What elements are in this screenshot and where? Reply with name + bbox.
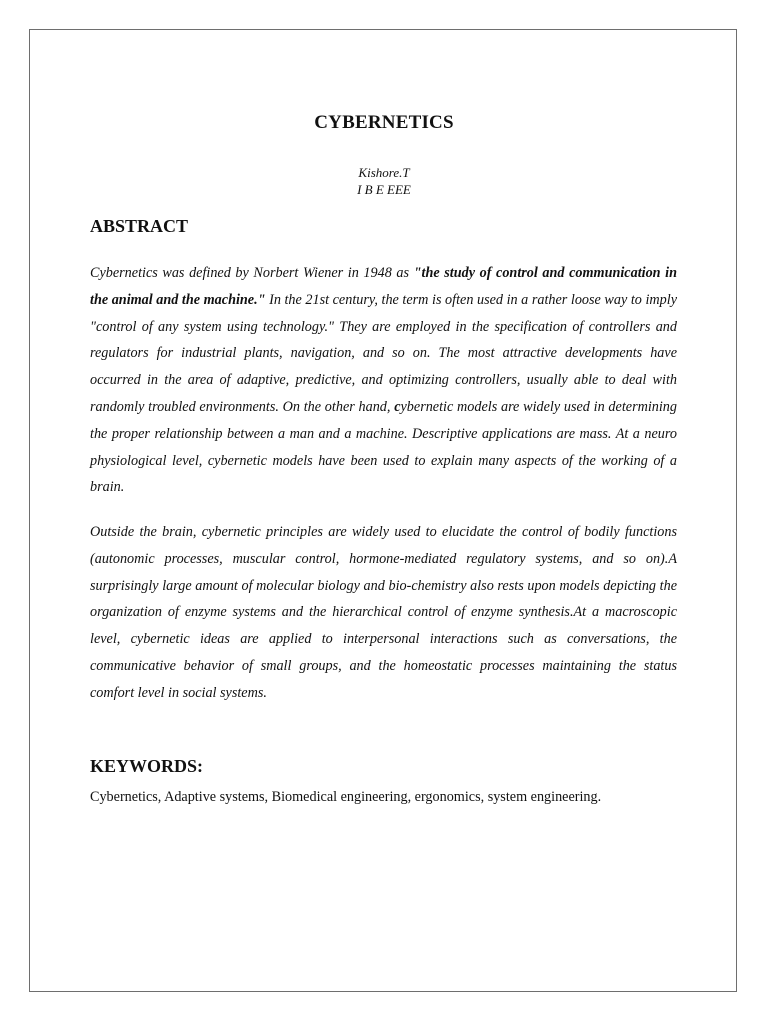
abstract-p1-bold-letter: c [394, 398, 401, 415]
author-name: Kishore.T [358, 165, 410, 180]
abstract-p1-tail: ybernetic models are widely used in determining the proper relationship between a man and a machine. Descriptive applications are mass. At a neuro physiological level, cybernetic models have been used to explain many aspects of the working of a brain. [90, 398, 677, 496]
abstract-heading: ABSTRACT [90, 216, 189, 236]
abstract-p1-mid: In the 21st century, the term is often used in a rather loose way to imply "control of any system using technology." They are employed in the specification of controllers and regulators for industrial plants, navigation, and so on. The most attractive developments have occurred in the area of adaptive, predictive, and optimizing controllers, usually able to deal with randomly troubled environments. On the other hand, [90, 291, 677, 415]
abstract-paragraph-2: Outside the brain, cybernetic principles are widely used to elucidate the control of bodily functions (autonomic processes, muscular control, hormone-mediated regulatory systems, and so on).A surprisingly large amount of molecular biology and bio-chemistry also rests upon models depicting the organization of enzyme systems and the hierarchical control of enzyme synthesis.At a macroscopic level, cybernetic ideas are applied to interpersonal interactions such as conversations, the communicative behavior of small groups, and the homeostatic processes maintaining the status comfort level in social systems. [90, 524, 677, 701]
keywords-heading: KEYWORDS: [90, 756, 204, 776]
author-block [0, 164, 768, 198]
document-title: CYBERNETICS [314, 112, 454, 133]
keywords-text: Cybernetics, Adaptive systems, Biomedical engineering, ergonomics, system engineering. [90, 789, 602, 805]
abstract-paragraph-1 [90, 260, 677, 501]
wiener-definition-quote: "the study of control and communication in the animal and the machine." [90, 265, 678, 308]
author-class: I B E EEE [357, 182, 411, 197]
abstract-p1-lead: Cybernetics was defined by Norbert Wiener in 1948 as [90, 265, 414, 281]
